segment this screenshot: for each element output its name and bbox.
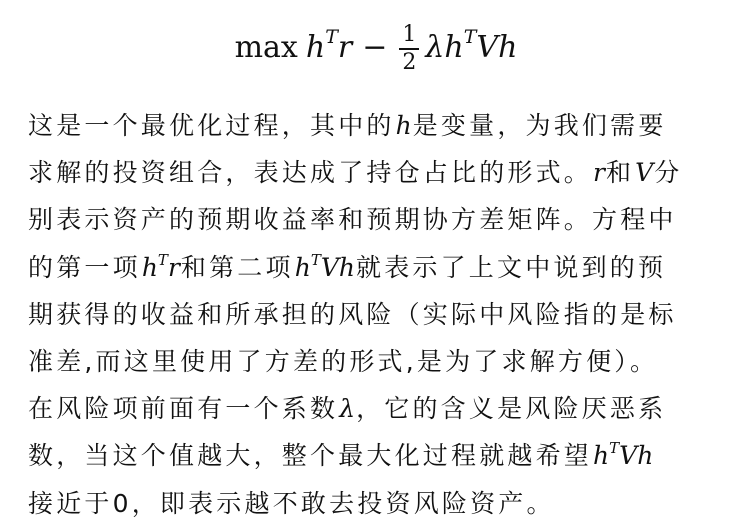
paragraph-line — [28, 149, 724, 196]
symbol-h: h — [498, 30, 518, 65]
math-hTVh — [592, 441, 654, 470]
math-hTr — [141, 250, 181, 282]
math-hTVh — [294, 250, 356, 282]
symbol-transpose: T — [463, 26, 477, 48]
fraction-denominator: 2 — [402, 50, 417, 75]
text-run: 求解的投资组合，表达成了持仓占比的形式。 — [28, 158, 593, 188]
paragraph-line — [28, 244, 724, 291]
math-h: h — [593, 441, 610, 471]
optimization-formula — [28, 22, 724, 92]
paragraph-line: 别表示资产的预期收益率和预期协方差矩阵。方程中 — [28, 205, 677, 235]
math-v: V — [619, 441, 638, 471]
math-v: V — [320, 252, 339, 282]
text-run: 就表示了上文中说到的预 — [356, 252, 667, 282]
math-h: h — [294, 252, 311, 282]
symbol-h: h — [305, 30, 326, 65]
text-run: 分 — [654, 158, 683, 188]
paragraph-line — [28, 102, 724, 149]
math-r: r — [167, 252, 180, 282]
math-h: h — [637, 441, 654, 471]
math-h: h — [141, 252, 158, 282]
text-run: 在风险项前面有一个系数 — [28, 394, 339, 424]
symbol-transpose: T — [325, 26, 338, 48]
math-h: h — [395, 111, 412, 140]
paragraph-line: 接近于0，即表示越不敢去投资风险资产。 — [28, 488, 555, 518]
math-v: V — [635, 158, 654, 188]
math-h: h — [338, 252, 355, 282]
text-run: 的第一项 — [28, 252, 141, 282]
max-operator: max — [234, 30, 298, 65]
text-run: 数，当这个值越大，整个最大化过程就越希望 — [28, 441, 593, 471]
symbol-h: h — [444, 30, 464, 65]
paragraph-line: 准差,而这里使用了方差的形式,是为了求解方便）。 — [28, 347, 659, 377]
math-r: r — [593, 158, 605, 188]
math-transpose: T — [310, 250, 321, 269]
fraction-one-half — [399, 22, 419, 76]
text-run: ，它的含义是风险厌恶系 — [356, 394, 667, 424]
explanation-paragraph — [28, 102, 724, 527]
text-run: 是变量，为我们需要 — [412, 111, 667, 140]
fraction-numerator: 1 — [399, 22, 419, 50]
paragraph-line — [28, 432, 724, 479]
symbol-v: V — [476, 30, 499, 65]
paragraph-line — [28, 385, 724, 432]
math-lambda: λ — [339, 394, 356, 424]
math-transpose: T — [609, 439, 620, 458]
text-run: 和 — [605, 158, 635, 188]
math-transpose: T — [157, 250, 168, 269]
symbol-lambda: λ — [425, 30, 445, 65]
paragraph-line: 期获得的收益和所承担的风险（实际中风险指的是标 — [28, 299, 677, 329]
text-run: 这是一个最优化过程，其中的 — [28, 111, 395, 140]
minus-sign: − — [362, 30, 388, 65]
symbol-r: r — [337, 30, 353, 65]
text-run: 和第二项 — [180, 252, 294, 282]
